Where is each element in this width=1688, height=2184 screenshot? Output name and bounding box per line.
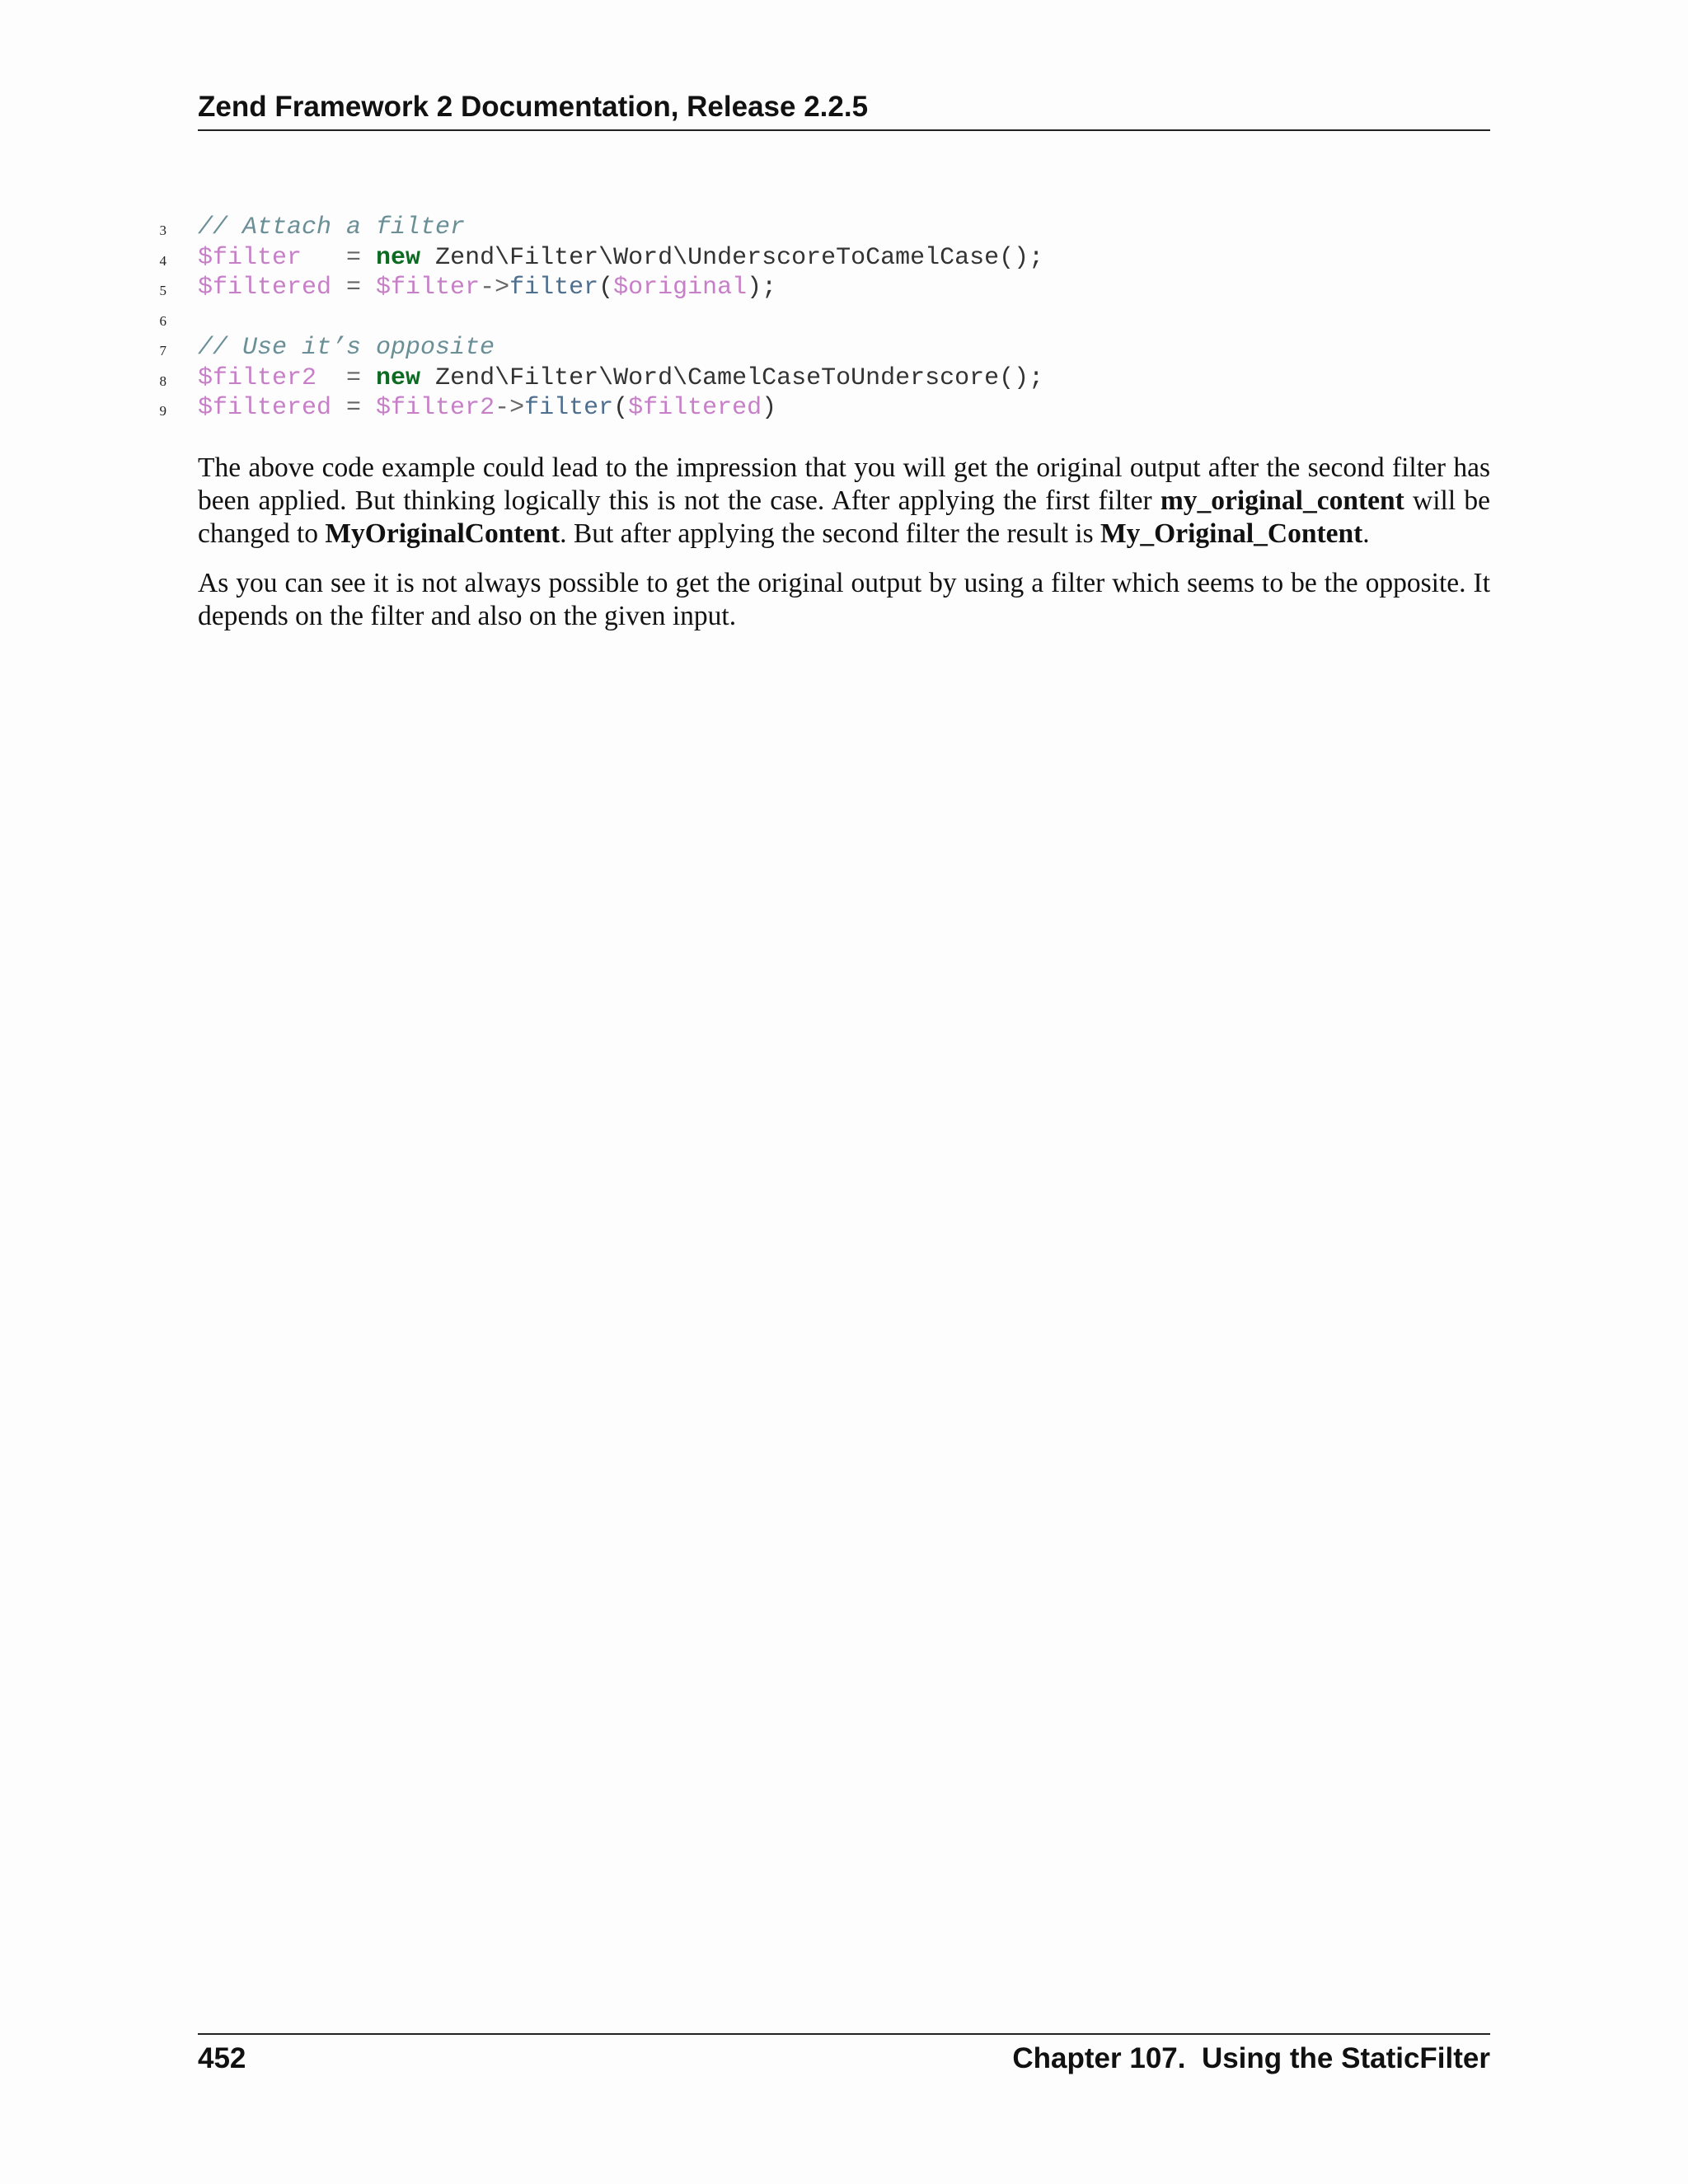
code-token-comment: // Attach a filter — [198, 213, 466, 241]
code-token-punc: ( — [613, 394, 629, 422]
code-text — [198, 213, 465, 242]
code-token-var: $filtered — [198, 394, 332, 422]
code-line — [0, 213, 1688, 242]
page-number: 452 — [198, 2042, 246, 2074]
code-token-name: Zend\Filter\Word\CamelCaseToUnderscore(); — [420, 363, 1044, 392]
code-token-kw: new — [376, 243, 421, 272]
line-number: 7 — [159, 343, 166, 359]
paragraph-conclusion: As you can see it is not always possible to get the original output by using a filter which seems to be the opposite. It depends on the filter and also on the given input. — [198, 568, 1490, 631]
code-token-var: $filter — [198, 243, 302, 272]
header-divider — [198, 129, 1490, 131]
running-header-title: Zend Framework 2 Documentation, Release 2.2.5 — [198, 91, 869, 123]
code-token-comment: // Use it’s opposite — [198, 334, 495, 362]
line-number: 3 — [159, 223, 166, 238]
paragraph-text: . But after applying the second filter the result is — [560, 518, 1101, 549]
code-line — [0, 273, 1688, 302]
code-text — [198, 393, 776, 423]
chapter-title: Chapter 107. Using the StaticFilter — [1012, 2042, 1490, 2074]
code-token-punc: ) — [762, 394, 777, 422]
code-text — [198, 363, 1043, 393]
code-text — [198, 333, 495, 363]
line-number: 6 — [159, 312, 166, 329]
code-token-op: = — [316, 363, 377, 392]
paragraph-explanation — [198, 452, 1490, 551]
code-line — [0, 393, 1688, 423]
bold-term: my_original_content — [1160, 485, 1404, 516]
code-token-func: filter — [524, 394, 614, 422]
code-token-var: $original — [613, 274, 748, 302]
code-token-name: Zend\Filter\Word\UnderscoreToCamelCase(); — [420, 243, 1044, 272]
code-token-op: = — [331, 274, 377, 302]
code-token-op: -> — [495, 394, 525, 422]
footer-divider — [198, 2033, 1490, 2035]
code-line — [0, 243, 1688, 273]
paragraph-text: will be changed to — [198, 485, 1491, 549]
line-number: 5 — [159, 283, 166, 298]
code-token-var: $filtered — [198, 274, 332, 302]
code-token-var: $filter2 — [198, 363, 317, 392]
code-line — [0, 303, 1688, 333]
code-text — [198, 273, 776, 302]
bold-term: MyOriginalContent — [325, 518, 560, 549]
code-text — [198, 243, 1043, 273]
code-line — [0, 363, 1688, 393]
code-token-punc: ( — [598, 274, 614, 302]
code-token-op: = — [331, 394, 377, 422]
code-line — [0, 333, 1688, 363]
paragraph-text: The above code example could lead to the impression that you will get the original output after the second filter has been applied. But thinking logically this is not the case. After applying the first filter — [198, 452, 1490, 516]
code-token-func: filter — [509, 274, 599, 302]
line-number: 8 — [159, 373, 166, 389]
line-number: 9 — [159, 403, 166, 419]
paragraph-text: . — [1362, 518, 1370, 549]
code-token-op: = — [302, 243, 377, 272]
code-token-var: $filter2 — [376, 394, 495, 422]
code-token-var: $filtered — [628, 394, 762, 422]
line-number: 4 — [159, 252, 166, 269]
bold-term: My_Original_Content — [1100, 518, 1363, 549]
code-token-var: $filter — [376, 274, 481, 302]
code-token-punc: ); — [747, 274, 777, 302]
code-token-op: -> — [480, 274, 510, 302]
code-token-kw: new — [376, 363, 421, 392]
